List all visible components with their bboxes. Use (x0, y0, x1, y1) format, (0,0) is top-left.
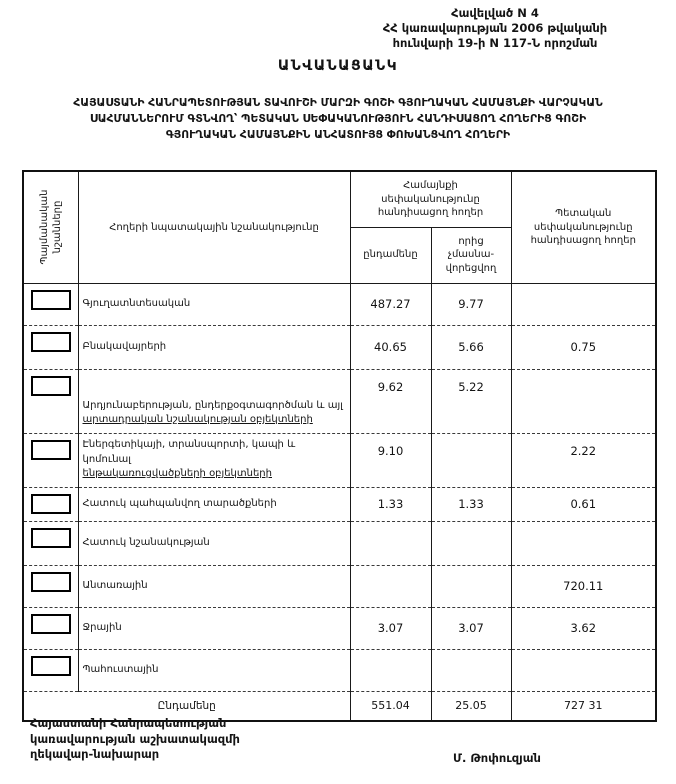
state-cell: 3.62 (511, 607, 656, 649)
symbol-cell (23, 487, 78, 521)
signatory-title-block (30, 716, 240, 763)
state-cell: 2.22 (511, 433, 656, 487)
document-subtitle (10, 95, 666, 144)
nonprivatizable-cell (431, 565, 511, 607)
state-cell (511, 283, 656, 325)
table-row (23, 565, 656, 607)
community-total-cell: 3.07 (350, 607, 431, 649)
subtitle-line-1: ՀԱՅԱՍՏԱՆԻ ՀԱՆՐԱՊԵՏՈՒԹՅԱՆ ՏԱՎՈՒՇԻ ՄԱՐԶԻ ԳՈՇԻ ԳՅՈՒՂԱԿԱՆ ՀԱՄԱՅՆՔԻ ՎԱՐՉԱԿԱՆ (73, 96, 603, 109)
col-header-symbols-label: Պայմանական նշանները (38, 189, 63, 265)
legend-symbol-box (31, 494, 71, 514)
nonprivatizable-cell: 5.66 (431, 325, 511, 369)
grand-total-label: Ընդամենը (23, 691, 350, 721)
table-row (23, 325, 656, 369)
grand-total-community: 551.04 (350, 691, 431, 721)
legend-symbol-box (31, 528, 71, 548)
nonprivatizable-cell: 3.07 (431, 607, 511, 649)
subtitle-line-3: ԳՅՈՒՂԱԿԱՆ ՀԱՄԱՅՆՔԻՆ ԱՆՀԱՏՈՒՅՑ ՓՈԽԱՆՑՎՈՂ ՀՈՂԵՐԻ (165, 128, 511, 142)
symbol-cell (23, 325, 78, 369)
table-row (23, 649, 656, 691)
land-purpose-cell: Հատուկ նշանակության (78, 521, 350, 565)
appendix-header (340, 6, 650, 51)
symbol-cell (23, 607, 78, 649)
nonprivatizable-cell (431, 521, 511, 565)
table-row (23, 487, 656, 521)
land-purpose-cell: Ջրային (78, 607, 350, 649)
government-line: ՀՀ կառավարության 2006 թվականի (382, 20, 608, 35)
signatory-name: Մ. Թոփուզյան (453, 751, 541, 765)
community-total-cell (350, 521, 431, 565)
decree-line: հունվարի 19-ի N 117-Ն որոշման (392, 35, 598, 50)
legend-symbol-box (31, 376, 71, 396)
community-total-cell: 9.62 (350, 369, 431, 433)
grand-total-nonprivatizable: 25.05 (431, 691, 511, 721)
col-header-symbols (23, 171, 78, 283)
legend-symbol-box (31, 290, 71, 310)
land-purpose-cell: Պահուստային (78, 649, 350, 691)
signatory-title-line-3: ղեկավար-նախարար (30, 747, 160, 762)
table-row (23, 283, 656, 325)
table-row (23, 433, 656, 487)
community-total-cell: 40.65 (350, 325, 431, 369)
legend-symbol-box (31, 572, 71, 592)
state-cell: 0.61 (511, 487, 656, 521)
symbol-cell (23, 369, 78, 433)
appendix-number: Հավելված N 4 (451, 6, 539, 20)
grand-total-state: 727 31 (511, 691, 656, 721)
nonprivatizable-cell (431, 433, 511, 487)
nonprivatizable-cell: 9.77 (431, 283, 511, 325)
table-row (23, 521, 656, 565)
legend-symbol-box (31, 656, 71, 676)
symbol-cell (23, 649, 78, 691)
state-cell (511, 369, 656, 433)
symbol-cell (23, 283, 78, 325)
legend-symbol-box (31, 332, 71, 352)
col-header-community-group: Համայնքի սեփականությունը հանդիսացող հողեր (350, 171, 511, 227)
col-header-purpose: Հողերի նպատակային նշանակությունը (78, 171, 350, 283)
state-cell: 720.11 (511, 565, 656, 607)
state-cell (511, 521, 656, 565)
symbol-cell (23, 521, 78, 565)
table-row (23, 369, 656, 433)
land-purpose-cell: Հատուկ պահպանվող տարածքների (78, 487, 350, 521)
community-total-cell: 1.33 (350, 487, 431, 521)
community-total-cell (350, 565, 431, 607)
col-header-state: Պետական սեփականությունը հանդիսացող հողեր (511, 171, 656, 283)
legend-symbol-box (31, 440, 71, 460)
signatory-title-line-1: Հայաստանի Հանրապետության (30, 716, 227, 730)
subtitle-line-2: ՍԱՀՄԱՆՆԵՐՈՒՄ ԳՏՆՎՈՂ՝ ՊԵՏԱԿԱՆ ՍԵՓԱԿԱՆՈՒԹՅՈՒՆ ՀԱՆԴԻՍԱՑՈՂ ՀՈՂԵՐԻՑ ԳՈՇԻ (89, 112, 587, 126)
land-purpose-cell: Անտառային (78, 565, 350, 607)
signatory-title-line-2: կառավարության աշխատակազմի (30, 731, 240, 746)
state-cell: 0.75 (511, 325, 656, 369)
land-purpose-cell: Արդյունաբերության, ընդերքօգտագործման և այլ արտադրական նշանակության օբյեկտների (78, 369, 350, 433)
state-cell (511, 649, 656, 691)
col-header-nonprivatizable: որից չմասնա-վորեցվող (431, 227, 511, 283)
legend-symbol-box (31, 614, 71, 634)
land-purpose-cell: Գյուղատնտեսական (78, 283, 350, 325)
nonprivatizable-cell: 5.22 (431, 369, 511, 433)
col-header-total: ընդամենը (350, 227, 431, 283)
land-purpose-cell: Բնակավայրերի (78, 325, 350, 369)
symbol-cell (23, 433, 78, 487)
land-purpose-cell: Էներգետիկայի, տրանսպորտի, կապի և կոմունալ ենթակառուցվածքների օբյեկտների (78, 433, 350, 487)
nonprivatizable-cell: 1.33 (431, 487, 511, 521)
community-total-cell: 9.10 (350, 433, 431, 487)
community-total-cell (350, 649, 431, 691)
land-transfer-table (22, 170, 657, 722)
table-row (23, 607, 656, 649)
page-title: ԱՆՎԱՆԱՑԱՆԿ (277, 58, 399, 74)
community-total-cell: 487.27 (350, 283, 431, 325)
symbol-cell (23, 565, 78, 607)
nonprivatizable-cell (431, 649, 511, 691)
